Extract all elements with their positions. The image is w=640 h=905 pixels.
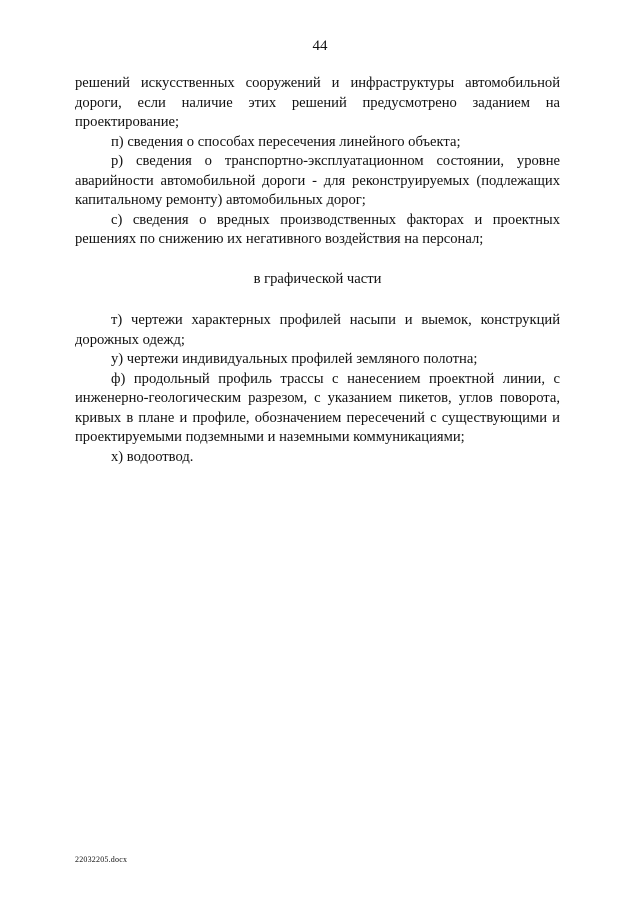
paragraph-item-f: ф) продольный профиль трассы с нанесением проектной линии, с инженерно-геологическим разрезом, с указанием пикетов, углов поворота, кривых в плане и профиле, обозначением пересечений с существующими и проектируемыми подземными и наземными коммуникациями; [75, 370, 560, 445]
paragraph-continuation: решений искусственных сооружений и инфраструктуры автомобильной дороги, если наличие этих решений предусмотрено заданием на проектирование; [75, 75, 560, 130]
page-number: 44 [312, 38, 328, 54]
section-heading: в графической части [253, 270, 382, 287]
paragraph-item-t: т) чертежи характерных профилей насыпи и выемок, конструкций дорожных одежд; [75, 312, 560, 348]
paragraph-item-u: у) чертежи индивидуальных профилей земляного полотна; [111, 351, 478, 367]
paragraph-item-s: с) сведения о вредных производственных факторах и проектных решениях по снижению их негативного воздействия на персонал; [75, 211, 560, 247]
paragraph-item-kh: х) водоотвод. [111, 448, 194, 465]
paragraph-item-r: р) сведения о транспортно-эксплуатационном состоянии, уровне аварийности автомобильной дороги - для реконструируемых (подлежащих капитальному ремонту) автомобильных дорог; [75, 153, 560, 208]
paragraph-item-p: п) сведения о способах пересечения линейного объекта; [111, 133, 461, 150]
document-body [75, 74, 560, 467]
footer-file-code: 22032205.docx [75, 855, 128, 864]
